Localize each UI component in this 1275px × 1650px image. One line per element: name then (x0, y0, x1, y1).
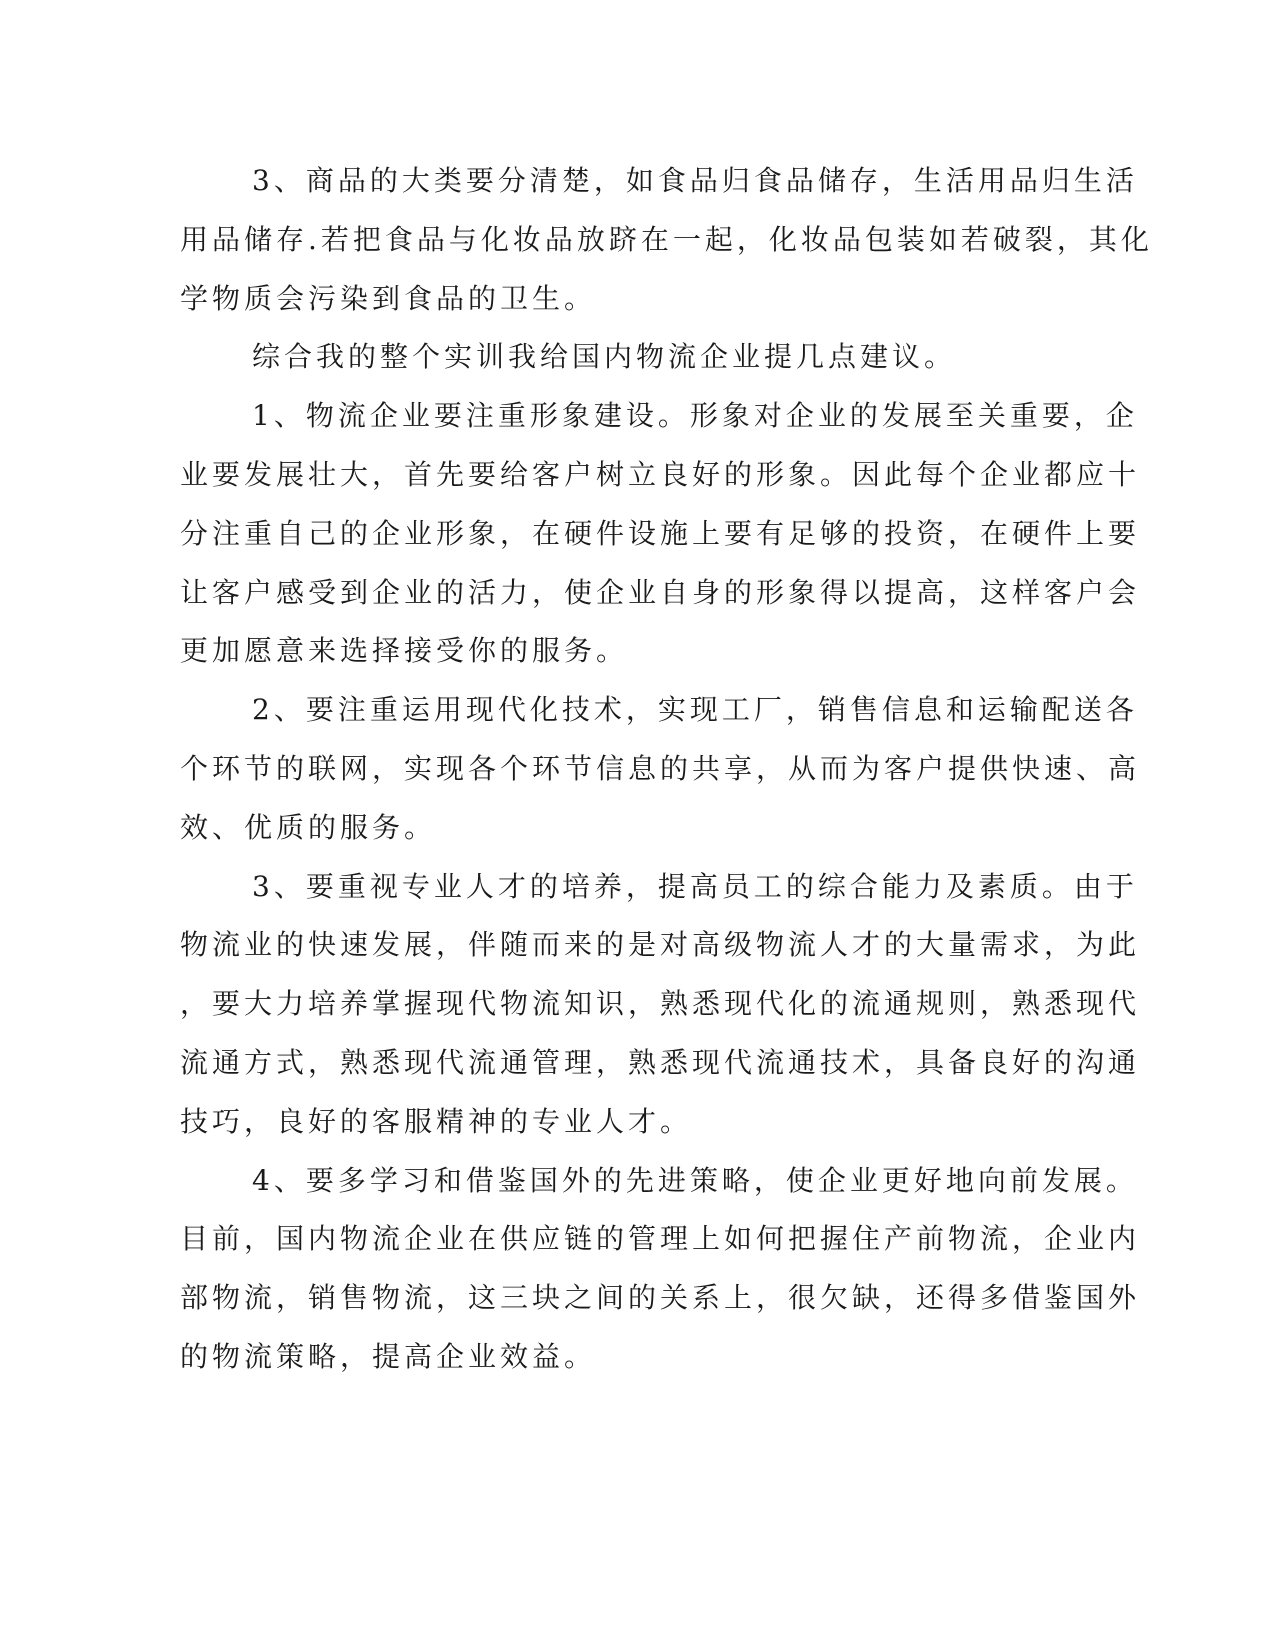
text-line: 的物流策略，提高企业效益。 (180, 1339, 597, 1373)
text-line: 学物质会污染到食品的卫生。 (180, 281, 597, 315)
text-line: 物流业的快速发展，伴随而来的是对高级物流人才的大量需求，为此 (180, 928, 1141, 962)
paragraph-suggestion-3 (180, 858, 1141, 1152)
text-line: 让客户感受到企业的活力，使企业自身的形象得以提高，这样客户会 (180, 575, 1141, 609)
text-line: 业要发展壮大，首先要给客户树立良好的形象。因此每个企业都应十 (180, 457, 1141, 491)
text-line: ，要大力培养掌握现代物流知识，熟悉现代化的流通规则，熟悉现代 (180, 987, 1141, 1021)
text-line: 更加愿意来选择接受你的服务。 (180, 634, 629, 668)
text-line: 分注重自己的企业形象，在硬件设施上要有足够的投资，在硬件上要 (180, 516, 1141, 550)
text-line: 综合我的整个实训我给国内物流企业提几点建议。 (252, 340, 957, 374)
paragraph-suggestion-4 (180, 1152, 1141, 1387)
text-line: 效、优质的服务。 (180, 810, 437, 844)
paragraph-suggestion-2 (180, 681, 1141, 857)
text-line: 部物流，销售物流，这三块之间的关系上，很欠缺，还得多借鉴国外 (180, 1281, 1141, 1315)
text-line: 目前，国内物流企业在供应链的管理上如何把握住产前物流，企业内 (180, 1222, 1141, 1256)
text-line: 个环节的联网，实现各个环节信息的共享，从而为客户提供快速、高 (180, 751, 1141, 785)
text-line: 流通方式，熟悉现代流通管理，熟悉现代流通技术，具备良好的沟通 (180, 1045, 1141, 1079)
text-line: 4、要多学习和借鉴国外的先进策略，使企业更好地向前发展。 (252, 1163, 1138, 1197)
text-line: 用品储存.若把食品与化妆品放跻在一起，化妆品包装如若破裂，其化 (180, 222, 1153, 256)
text-line: 技巧，良好的客服精神的专业人才。 (180, 1104, 693, 1138)
text-line: 3、要重视专业人才的培养，提高员工的综合能力及素质。由于 (252, 869, 1138, 903)
paragraph-suggestion-1 (180, 387, 1141, 681)
paragraph-intro-suggestions (180, 328, 1020, 387)
paragraph-storage-rule-3 (180, 152, 1153, 328)
text-line: 3、商品的大类要分清楚，如食品归食品储存，生活用品归生活 (252, 164, 1138, 197)
text-line: 2、要注重运用现代化技术，实现工厂，销售信息和运输配送各 (252, 693, 1138, 727)
text-line: 1、物流企业要注重形象建设。形象对企业的发展至关重要，企 (252, 399, 1138, 433)
document-body (180, 152, 1153, 1387)
